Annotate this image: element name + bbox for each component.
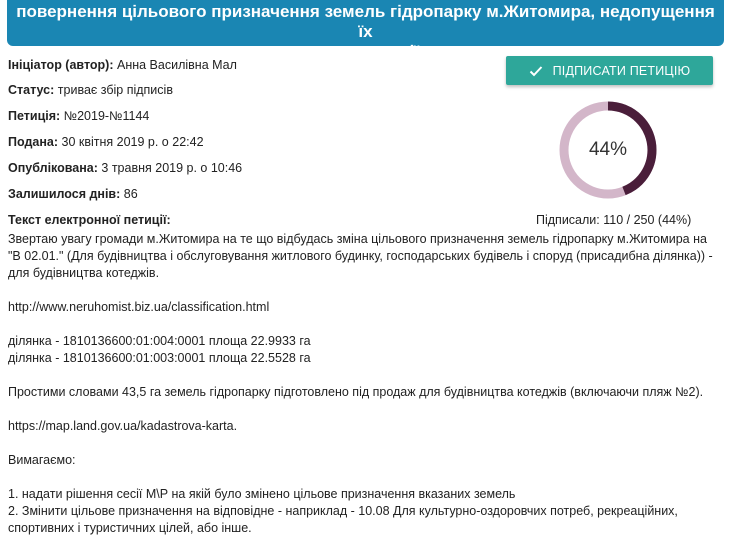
petition-paragraph: Простими словами 43,5 га земель гідропарку підготовлено під продаж для будівництва котеджів (включаючи пляж №2). [8, 385, 704, 399]
sign-petition-label: ПІДПИСАТИ ПЕТИЦІЮ [552, 63, 691, 78]
published-label: Опублікована: [8, 161, 98, 175]
demand-item: 2. Змінити цільове призначення на відповідне - наприклад - 10.08 Для культурно-оздоровчих потреб, рекреаційних, спортивних і туристичних цілей, або інше. [8, 504, 678, 535]
petition-title [7, 0, 724, 61]
submitted-label: Подана: [8, 135, 59, 149]
status-value: триває збір підписів [57, 83, 173, 97]
days-left-label: Залишилося днів: [8, 187, 121, 201]
days-left-row [8, 187, 138, 202]
signatures-count: Підписали: 110 / 250 (44%) [536, 213, 692, 227]
land-plot: ділянка - 1810136600:01:004:0001 площа 22.9933 га [8, 334, 311, 348]
days-left-value: 86 [123, 187, 138, 201]
published-row [8, 161, 242, 176]
sign-petition-button[interactable] [506, 56, 713, 85]
petition-number-label: Петиція: [8, 109, 61, 123]
check-icon [529, 65, 543, 77]
petition-link: https://map.land.gov.ua/kadastrova-karta. [8, 419, 238, 433]
status-row [8, 83, 173, 98]
demands-heading: Вимагаємо: [8, 453, 76, 467]
petition-text [8, 231, 720, 537]
petition-number-value: №2019-№1144 [63, 109, 150, 123]
petition-number-row [8, 109, 149, 124]
petition-text-label: Текст електронної петиції: [8, 213, 171, 227]
progress-percent: 44% [588, 139, 628, 160]
petition-link: http://www.neruhomist.biz.ua/classification.html [8, 300, 270, 314]
land-plot: ділянка - 1810136600:01:003:0001 площа 22.5528 га [8, 351, 311, 365]
demand-item: 1. надати рішення сесії М\Р на якій було змінено цільове призначення вказаних земель [8, 487, 516, 501]
initiator-label: Ініціатор (автор): [8, 58, 114, 72]
petition-title-line1: повернення цільового призначення земель гідропарку м.Житомира, недопущення їх [16, 2, 715, 41]
submitted-value: 30 квітня 2019 р. о 22:42 [61, 135, 204, 149]
published-value: 3 травня 2019 р. о 10:46 [101, 161, 243, 175]
petition-paragraph: Звертаю увагу громади м.Житомира на те що відбудась зміна цільового призначення земель гідропарку м.Житомира на "В 02.01." (Для будівництва і обслуговування житлового будинку, господарських будівель і споруд (присадибна ділянка)) - для будівництва котеджів. [8, 232, 713, 280]
submitted-row [8, 135, 204, 150]
petition-title-line2: приватизації [311, 42, 420, 61]
initiator-row [8, 58, 237, 73]
initiator-value: Анна Василівна Мал [116, 58, 237, 72]
status-label: Статус: [8, 83, 55, 97]
